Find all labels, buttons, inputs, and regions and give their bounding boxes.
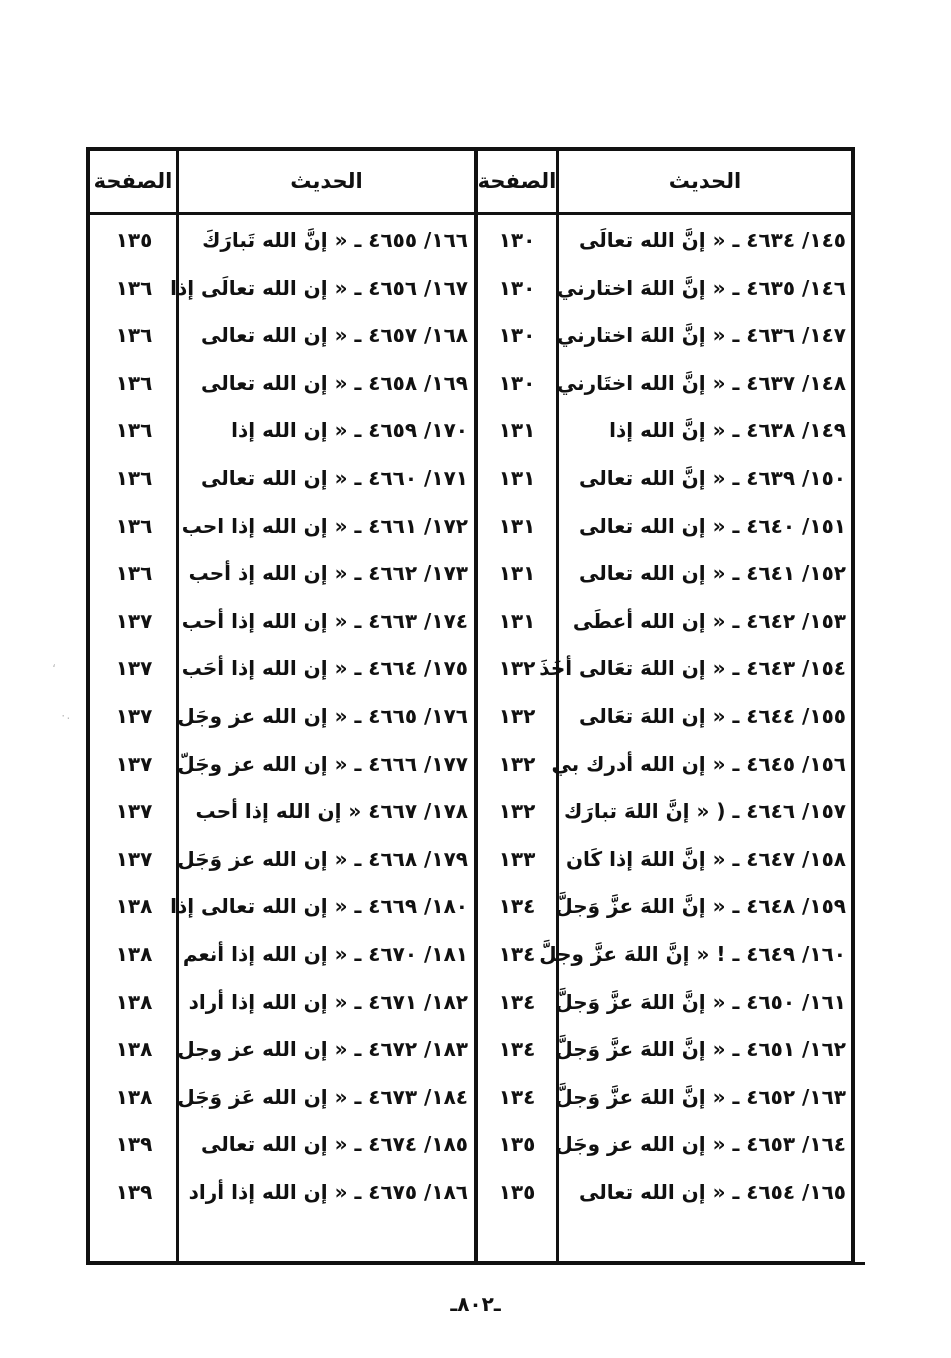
left-page-number: ١٣٨: [115, 894, 153, 919]
left-hadith-entry: ١٧٥/ ٤٦٦٤ ـ « إن الله إذا أحَب: [181, 656, 468, 681]
left-hadith-entry: ١٧١/ ٤٦٦٠ ـ « إن الله تعالى: [201, 466, 468, 490]
right-hadith-entry: ١٦١/ ٤٦٥٠ ـ « إنَّ اللهَ عزَّ وَجلَّ: [555, 989, 846, 1014]
left-hadith-entry: ١٧٩/ ٤٦٦٨ ـ « إن الله عز وَجَل: [177, 846, 468, 871]
table-row: [0, 692, 951, 740]
left-hadith-entry: ١٧٧/ ٤٦٦٦ ـ « إن الله عز وجَلّ: [177, 751, 468, 776]
table-row: [0, 882, 951, 930]
right-page-number: ١٣٤: [498, 1037, 536, 1062]
right-hadith-entry: ١٥٩/ ٤٦٤٨ ـ « إنَّ اللهَ عزَّ وَجلَّ: [555, 894, 846, 919]
left-page-number: ١٣٧: [115, 704, 153, 728]
right-hadith-entry: ١٦٣/ ٤٦٥٢ ـ « إنَّ اللهَ عزَّ وَجلَّ: [555, 1084, 846, 1109]
right-hadith-entry: ١٥٤/ ٤٦٤٣ ـ « إن اللهَ تعَالى أخَذَ: [539, 656, 846, 681]
left-hadith-entry: ١٧٢/ ٤٦٦١ ـ « إن الله إذا احب: [181, 513, 468, 538]
right-hadith-entry: ١٥٥/ ٤٦٤٤ ـ « إن اللهَ تعَالى: [579, 704, 846, 728]
table-row: [0, 644, 951, 692]
right-page-number: ١٣٤: [498, 894, 536, 919]
left-hadith-entry: ١٨٥/ ٤٦٧٤ ـ « إن الله تعالى: [201, 1132, 468, 1157]
left-hadith-entry: ١٧٣/ ٤٦٦٢ ـ « إن الله إذ أحب: [188, 561, 468, 586]
left-hadith-entry: ١٦٨/ ٤٦٥٧ ـ « إن الله تعالى: [201, 323, 468, 348]
bottom-rule: [96, 1262, 865, 1265]
left-hadith-entry: ١٧٤/ ٤٦٦٣ ـ « إن الله إذا أحب: [181, 608, 468, 633]
table-row: [0, 549, 951, 597]
right-page-number: ١٣١: [498, 466, 536, 490]
right-page-number: ١٣٥: [498, 1180, 536, 1204]
left-hadith-entry: ١٧٠/ ٤٦٥٩ ـ « إن الله إذا: [231, 418, 468, 443]
right-hadith-entry: ١٥٨/ ٤٦٤٧ ـ « إنَّ اللهَ إذا كَان: [565, 846, 846, 871]
table-row: [0, 597, 951, 645]
right-page-number: ١٣١: [498, 418, 536, 443]
right-hadith-entry: ١٤٥/ ٤٦٣٤ ـ « إنَّ الله تعالَى: [579, 228, 846, 252]
right-hadith-entry: ١٥٣/ ٤٦٤٢ ـ « إن الله أعطَى: [572, 608, 846, 633]
header-rule: [86, 212, 855, 215]
right-hadith-entry: ١٥٢/ ٤٦٤١ ـ « إن الله تعالى: [579, 561, 846, 586]
table-row: [0, 454, 951, 502]
right-page-number: ١٣٠: [498, 228, 536, 252]
page-number: ـ٨٠٢ـ: [450, 1292, 501, 1316]
margin-speck: ،: [52, 656, 56, 670]
right-page-number: ١٣١: [498, 608, 536, 633]
table-row: [0, 264, 951, 312]
left-hadith-entry: ١٦٩/ ٤٦٥٨ ـ « إن الله تعالى: [201, 370, 468, 395]
left-page-number: ١٣٧: [115, 751, 153, 776]
right-hadith-entry: ١٦٤/ ٤٦٥٣ ـ « إن الله عز وجَل: [555, 1132, 846, 1157]
left-page-number: ١٣٩: [115, 1180, 153, 1204]
header-left-hadith: الحديث: [290, 169, 363, 193]
right-page-number: ١٣١: [498, 513, 536, 538]
right-page-number: ١٣٥: [498, 1132, 536, 1157]
right-page-number: ١٣٠: [498, 323, 536, 348]
left-page-number: ١٣٥: [115, 228, 153, 252]
left-hadith-entry: ١٦٦/ ٤٦٥٥ ـ « إنَّ الله تَبارَكَ: [202, 228, 468, 252]
margin-speck: ٠.: [60, 708, 71, 722]
left-hadith-entry: ١٨١/ ٤٦٧٠ ـ « إن الله إذا أنعم: [182, 942, 468, 966]
left-page-number: ١٣٩: [115, 1132, 153, 1157]
left-page-number: ١٣٧: [115, 799, 153, 824]
table-row: [0, 930, 951, 978]
left-page-number: ١٣٦: [115, 513, 153, 538]
left-hadith-entry: ١٧٦/ ٤٦٦٥ ـ « إن الله عز وجَل: [177, 704, 468, 728]
right-hadith-entry: ١٤٧/ ٤٦٣٦ ـ « إنَّ اللهَ اختارني: [556, 323, 846, 348]
left-page-number: ١٣٨: [115, 942, 153, 966]
left-page-number: ١٣٦: [115, 370, 153, 395]
table-row: [0, 835, 951, 883]
right-page-number: ١٣٢: [498, 799, 536, 824]
left-page-number: ١٣٧: [115, 656, 153, 681]
header-right-hadith: الحديث: [668, 169, 742, 193]
left-hadith-entry: ١٨٦/ ٤٦٧٥ ـ « إن الله إذا أراد: [188, 1180, 468, 1204]
table-row: [0, 740, 951, 788]
left-page-number: ١٣٨: [115, 989, 153, 1014]
left-hadith-entry: ١٨٠/ ٤٦٦٩ ـ « إن الله تعالى إذا: [170, 894, 468, 919]
right-hadith-entry: ١٥٧/ ٤٦٤٦ ـ ( « إنَّ اللهَ تبارَك: [563, 799, 846, 824]
left-page-number: ١٣٨: [115, 1037, 153, 1062]
right-hadith-entry: ١٥٦/ ٤٦٤٥ ـ « إن الله أدرك بي: [551, 751, 846, 776]
right-hadith-entry: ١٤٩/ ٤٦٣٨ ـ « إنَّ الله إذا: [609, 418, 846, 443]
right-hadith-entry: ١٥٠/ ٤٦٣٩ ـ « إنَّ الله تعالى: [579, 466, 846, 490]
left-page-number: ١٣٦: [115, 323, 153, 348]
table-row: [0, 311, 951, 359]
right-page-number: ١٣٤: [498, 989, 536, 1014]
left-page-number: ١٣٦: [115, 466, 153, 490]
right-page-number: ١٣٠: [498, 370, 536, 395]
right-page-number: ١٣٠: [498, 275, 536, 300]
table-row: [0, 1168, 951, 1216]
right-hadith-entry: ١٦٠/ ٤٦٤٩ ـ ! « إنَّ اللهَ عزَّ وجلَّ: [539, 942, 846, 966]
left-hadith-entry: ١٧٨/ ٤٦٦٧ « إن الله إذا أحب: [195, 799, 468, 824]
header-left-page: الصفحة: [93, 169, 173, 193]
right-hadith-entry: ١٦٢/ ٤٦٥١ ـ « إنَّ اللهَ عزَّ وَجلَّ: [555, 1037, 846, 1062]
right-page-number: ١٣٤: [498, 1084, 536, 1109]
left-page-number: ١٣٧: [115, 846, 153, 871]
right-page-number: ١٣٣: [498, 846, 536, 871]
table-row: [0, 1073, 951, 1121]
left-page-number: ١٣٧: [115, 608, 153, 633]
table-row: [0, 1120, 951, 1168]
header-right-page: الصفحة: [477, 169, 557, 193]
left-hadith-entry: ١٨٣/ ٤٦٧٢ ـ « إن الله عز وجل: [177, 1037, 468, 1062]
right-hadith-entry: ١٥١/ ٤٦٤٠ ـ « إن الله تعالى: [579, 513, 846, 538]
table-row: [0, 216, 951, 264]
left-page-number: ١٣٦: [115, 275, 153, 300]
right-page-number: ١٣٢: [498, 656, 536, 681]
right-page-number: ١٣٢: [498, 751, 536, 776]
table-row: [0, 406, 951, 454]
left-hadith-entry: ١٦٧/ ٤٦٥٦ ـ « إن الله تعالَى إذا: [170, 275, 468, 300]
right-page-number: ١٣١: [498, 561, 536, 586]
right-page-number: ١٣٤: [498, 942, 536, 966]
right-hadith-entry: ١٤٦/ ٤٦٣٥ ـ « إنَّ اللهَ اختارني: [556, 275, 846, 300]
left-page-number: ١٣٦: [115, 418, 153, 443]
table-row: [0, 1025, 951, 1073]
right-hadith-entry: ١٤٨/ ٤٦٣٧ ـ « إنَّ الله اختَارني: [556, 370, 846, 395]
left-page-number: ١٣٨: [115, 1084, 153, 1109]
table-row: [0, 359, 951, 407]
left-hadith-entry: ١٨٢/ ٤٦٧١ ـ « إن الله إذا أراد: [188, 989, 468, 1014]
table-row: [0, 978, 951, 1026]
left-hadith-entry: ١٨٤/ ٤٦٧٣ ـ « إن الله عَز وَجَل: [177, 1084, 468, 1109]
right-page-number: ١٣٢: [498, 704, 536, 728]
table-row: [0, 502, 951, 550]
right-hadith-entry: ١٦٥/ ٤٦٥٤ ـ « إن الله تعالى: [579, 1180, 846, 1204]
table-row: [0, 787, 951, 835]
left-page-number: ١٣٦: [115, 561, 153, 586]
